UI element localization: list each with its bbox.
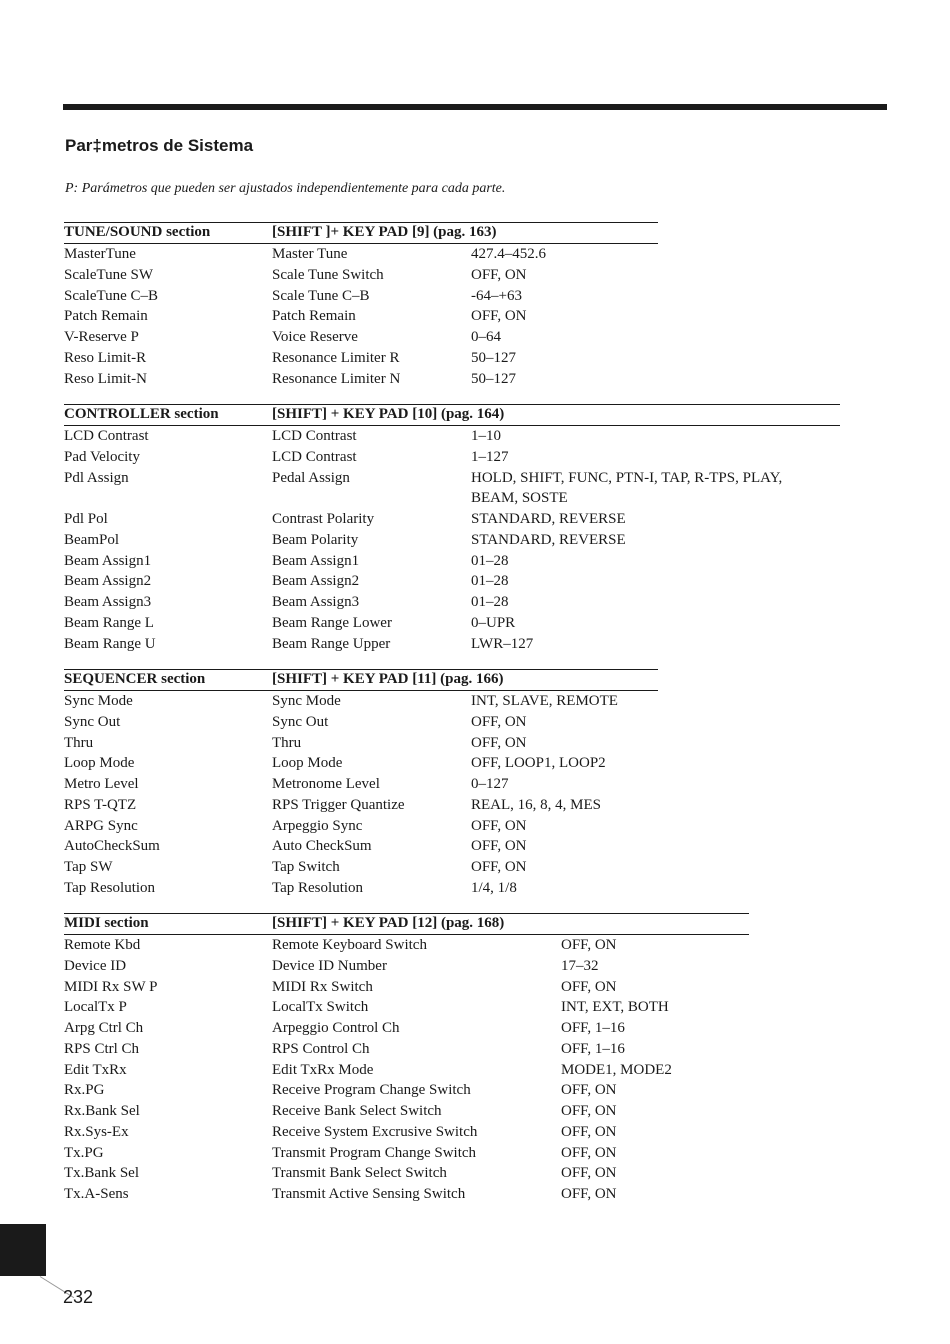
parameter-full-name: Beam Assign1 (272, 552, 360, 569)
table-row (64, 426, 840, 447)
parameter-range: OFF, 1–16 (561, 1040, 625, 1057)
table-row (64, 816, 658, 837)
parameter-range: 17–32 (561, 957, 599, 974)
parameter-full-name: Voice Reserve (272, 329, 358, 345)
parameter-short-name: Rx.Sys-Ex (64, 1123, 129, 1140)
parameter-full-name: Pedal Assign (272, 469, 350, 486)
section-name: CONTROLLER section (64, 406, 219, 422)
parameter-range: OFF, ON (471, 734, 527, 751)
parameter-short-name: Arpg Ctrl Ch (64, 1020, 144, 1036)
parameter-range: 427.4–452.6 (471, 246, 546, 262)
parameter-full-name: Loop Mode (272, 755, 343, 772)
table-row (64, 1184, 749, 1205)
page-number: 232 (63, 1287, 94, 1307)
parameter-range: 1–10 (471, 428, 501, 444)
parameter-short-name: BeamPol (64, 531, 119, 548)
table-row (64, 878, 658, 899)
parameter-range: INT, SLAVE, REMOTE (471, 693, 618, 709)
table-row (64, 1122, 749, 1143)
parameter-range: OFF, LOOP1, LOOP2 (471, 755, 606, 772)
parameter-full-name: Transmit Bank Select Switch (272, 1165, 447, 1182)
parameter-short-name: Tap Resolution (64, 879, 156, 896)
parameter-short-name: Reso Limit-R (64, 349, 147, 366)
section-header (64, 913, 749, 935)
table-row (64, 530, 840, 551)
parameter-short-name: Pad Velocity (64, 448, 140, 465)
parameter-short-name: V-Reserve P (64, 329, 139, 345)
parameter-short-name: RPS Ctrl Ch (64, 1040, 140, 1057)
page-title: Par‡metros de Sistema (65, 136, 254, 155)
section-shortcut: [SHIFT ]+ KEY PAD [9] (pag. 163) (272, 224, 497, 240)
parameter-full-name: Edit TxRx Mode (272, 1061, 374, 1078)
parameter-full-name: Arpeggio Sync (272, 817, 363, 834)
parameter-range: OFF, ON (561, 1082, 617, 1099)
parameter-range: 0–UPR (471, 614, 516, 631)
parameter-range: 50–127 (471, 370, 516, 387)
table-row (64, 857, 658, 878)
parameter-short-name: Beam Assign3 (64, 594, 152, 610)
parameter-short-name: Pdl Assign (64, 469, 129, 486)
table-row (64, 1039, 749, 1060)
parameter-short-name: Sync Mode (64, 693, 133, 709)
parameter-range: 01–28 (471, 594, 509, 610)
parameter-range: OFF, ON (471, 817, 527, 834)
parameter-full-name: Resonance Limiter R (272, 349, 400, 366)
table-row (64, 691, 658, 712)
parameter-short-name: Sync Out (64, 713, 121, 730)
table-row (64, 488, 840, 509)
parameter-short-name: Rx.PG (64, 1082, 105, 1099)
table-row (64, 327, 658, 348)
parameter-full-name: Receive Bank Select Switch (272, 1103, 442, 1119)
table-row (64, 551, 840, 572)
table-row (64, 753, 658, 774)
parameter-range: OFF, ON (561, 1103, 617, 1119)
parameter-short-name: Rx.Bank Sel (64, 1103, 140, 1119)
parameter-full-name: Beam Range Lower (272, 614, 392, 631)
parameter-short-name: Patch Remain (64, 308, 148, 325)
parameter-full-name: LCD Contrast (272, 428, 357, 444)
table-row (64, 369, 658, 390)
parameter-short-name: Device ID (64, 957, 127, 974)
parameter-full-name: Master Tune (272, 246, 348, 262)
table-row (64, 286, 658, 307)
table-row (64, 1060, 749, 1081)
parameter-full-name: RPS Control Ch (272, 1040, 370, 1057)
parameter-short-name: LCD Contrast (64, 428, 149, 444)
parameter-short-name: Tx.A-Sens (64, 1186, 129, 1202)
parameter-range: OFF, ON (561, 1144, 617, 1161)
table-row (64, 265, 658, 286)
table-row (64, 733, 658, 754)
section-shortcut: [SHIFT] + KEY PAD [10] (pag. 164) (272, 406, 505, 422)
parameter-full-name: Auto CheckSum (272, 838, 372, 855)
parameter-short-name: RPS T-QTZ (64, 796, 137, 813)
parameter-short-name: AutoCheckSum (64, 838, 160, 855)
table-row (64, 1163, 749, 1184)
parameter-full-name: Receive System Excrusive Switch (272, 1123, 478, 1140)
parameter-short-name: Beam Assign1 (64, 552, 152, 569)
section-4 (64, 913, 749, 1205)
parameter-range: STANDARD, REVERSE (471, 531, 626, 548)
parameter-range: 1–127 (471, 448, 509, 465)
table-row (64, 956, 749, 977)
parameter-full-name: Resonance Limiter N (272, 370, 401, 387)
parameter-range: OFF, ON (471, 838, 527, 855)
table-row (64, 571, 840, 592)
table-row (64, 348, 658, 369)
parameter-range: OFF, ON (471, 308, 527, 325)
parameter-short-name: Beam Range L (64, 614, 154, 631)
section-3 (64, 669, 658, 899)
parameter-full-name: LCD Contrast (272, 448, 357, 465)
parameter-full-name: Scale Tune Switch (272, 266, 384, 283)
table-row (64, 447, 840, 468)
section-name: TUNE/SOUND section (64, 224, 211, 240)
section-name: SEQUENCER section (64, 671, 206, 687)
parameter-full-name: Metronome Level (272, 776, 380, 792)
parameter-short-name: Remote Kbd (64, 937, 141, 953)
top-rule (63, 104, 887, 110)
parameter-short-name: Loop Mode (64, 755, 135, 772)
parameter-range: MODE1, MODE2 (561, 1061, 672, 1078)
parameter-full-name: Tap Switch (272, 859, 340, 875)
parameter-short-name: Reso Limit-N (64, 370, 147, 387)
parameter-range: INT, EXT, BOTH (561, 999, 669, 1016)
table-row (64, 1080, 749, 1101)
parameter-full-name: Receive Program Change Switch (272, 1082, 471, 1099)
table-row (64, 509, 840, 530)
section-shortcut: [SHIFT] + KEY PAD [11] (pag. 166) (272, 671, 504, 687)
table-row (64, 795, 658, 816)
table-row (64, 592, 840, 613)
parameter-full-name: Tap Resolution (272, 879, 364, 896)
table-row (64, 1143, 749, 1164)
parameter-range: OFF, ON (561, 1186, 617, 1202)
section-name: MIDI section (64, 915, 149, 931)
parameter-range: HOLD, SHIFT, FUNC, PTN-I, TAP, R-TPS, PLAY, (471, 469, 783, 486)
parameter-full-name: Beam Assign3 (272, 594, 360, 610)
parameter-short-name: ScaleTune SW (64, 266, 154, 283)
parameter-short-name: Beam Range U (64, 635, 156, 652)
parameter-full-name: Remote Keyboard Switch (272, 937, 427, 953)
parameter-short-name: LocalTx P (64, 999, 127, 1016)
parameter-range: OFF, ON (471, 859, 527, 875)
table-row (64, 244, 658, 265)
table-row (64, 1018, 749, 1039)
section-shortcut: [SHIFT] + KEY PAD [12] (pag. 168) (272, 915, 505, 931)
section-header (64, 404, 840, 426)
parameter-short-name: MasterTune (64, 246, 136, 262)
parameter-full-name: Arpeggio Control Ch (272, 1020, 400, 1036)
parameter-range: 1/4, 1/8 (471, 879, 517, 896)
page-subtitle: P: Parámetros que pueden ser ajustados independientemente para cada parte. (65, 181, 506, 196)
parameter-range: OFF, ON (561, 937, 617, 953)
parameter-range: OFF, ON (561, 1165, 617, 1182)
parameter-range: BEAM, SOSTE (471, 490, 568, 507)
section-header (64, 669, 658, 691)
parameter-short-name: Beam Assign2 (64, 573, 152, 590)
parameter-full-name: Sync Out (272, 713, 329, 730)
table-row (64, 997, 749, 1018)
table-row (64, 836, 658, 857)
parameter-short-name: Thru (64, 734, 94, 751)
table-row (64, 634, 840, 655)
parameter-full-name: Thru (272, 734, 302, 751)
table-row (64, 468, 840, 489)
parameter-full-name: Sync Mode (272, 693, 341, 709)
parameter-range: 0–64 (471, 329, 501, 345)
parameter-short-name: Tx.PG (64, 1144, 104, 1161)
parameter-full-name: Beam Range Upper (272, 635, 391, 652)
parameter-full-name: MIDI Rx Switch (272, 978, 373, 995)
parameter-range: 0–127 (471, 776, 509, 792)
table-row (64, 977, 749, 998)
table-row (64, 1101, 749, 1122)
parameter-range: OFF, ON (471, 266, 527, 283)
section-header (64, 222, 658, 244)
parameter-full-name: Patch Remain (272, 308, 356, 325)
parameter-full-name: RPS Trigger Quantize (272, 796, 405, 813)
parameter-full-name: Beam Assign2 (272, 573, 360, 590)
table-row (64, 712, 658, 733)
parameter-short-name: MIDI Rx SW P (64, 978, 158, 995)
table-row (64, 306, 658, 327)
parameter-range: LWR–127 (471, 635, 534, 652)
section-2 (64, 404, 840, 654)
parameter-short-name: Edit TxRx (64, 1061, 127, 1078)
parameter-full-name: Device ID Number (272, 957, 387, 974)
table-row (64, 613, 840, 634)
parameter-full-name: Transmit Program Change Switch (272, 1144, 477, 1161)
parameter-range: OFF, ON (471, 713, 527, 730)
side-tab-marker (0, 1224, 46, 1276)
parameter-full-name: Transmit Active Sensing Switch (272, 1186, 466, 1202)
parameter-full-name: Beam Polarity (272, 531, 359, 548)
table-row (64, 774, 658, 795)
parameter-short-name: Tx.Bank Sel (64, 1165, 139, 1182)
section-1 (64, 222, 658, 389)
parameter-full-name: Contrast Polarity (272, 511, 375, 527)
parameter-short-name: Tap SW (64, 859, 113, 875)
parameter-full-name: Scale Tune C–B (272, 287, 370, 304)
table-row (64, 935, 749, 956)
parameter-range: OFF, ON (561, 978, 617, 995)
parameter-range: 01–28 (471, 552, 509, 569)
parameter-short-name: ARPG Sync (64, 817, 138, 834)
parameter-range: 50–127 (471, 349, 516, 366)
parameter-range: REAL, 16, 8, 4, MES (471, 796, 602, 813)
parameter-range: OFF, 1–16 (561, 1020, 625, 1036)
parameter-short-name: Pdl Pol (64, 511, 108, 527)
parameter-range: -64–+63 (471, 287, 522, 304)
parameter-range: 01–28 (471, 573, 509, 590)
parameter-short-name: Metro Level (64, 776, 139, 792)
parameter-range: OFF, ON (561, 1123, 617, 1140)
parameter-range: STANDARD, REVERSE (471, 511, 626, 527)
parameter-full-name: LocalTx Switch (272, 999, 369, 1016)
parameter-short-name: ScaleTune C–B (64, 287, 159, 304)
